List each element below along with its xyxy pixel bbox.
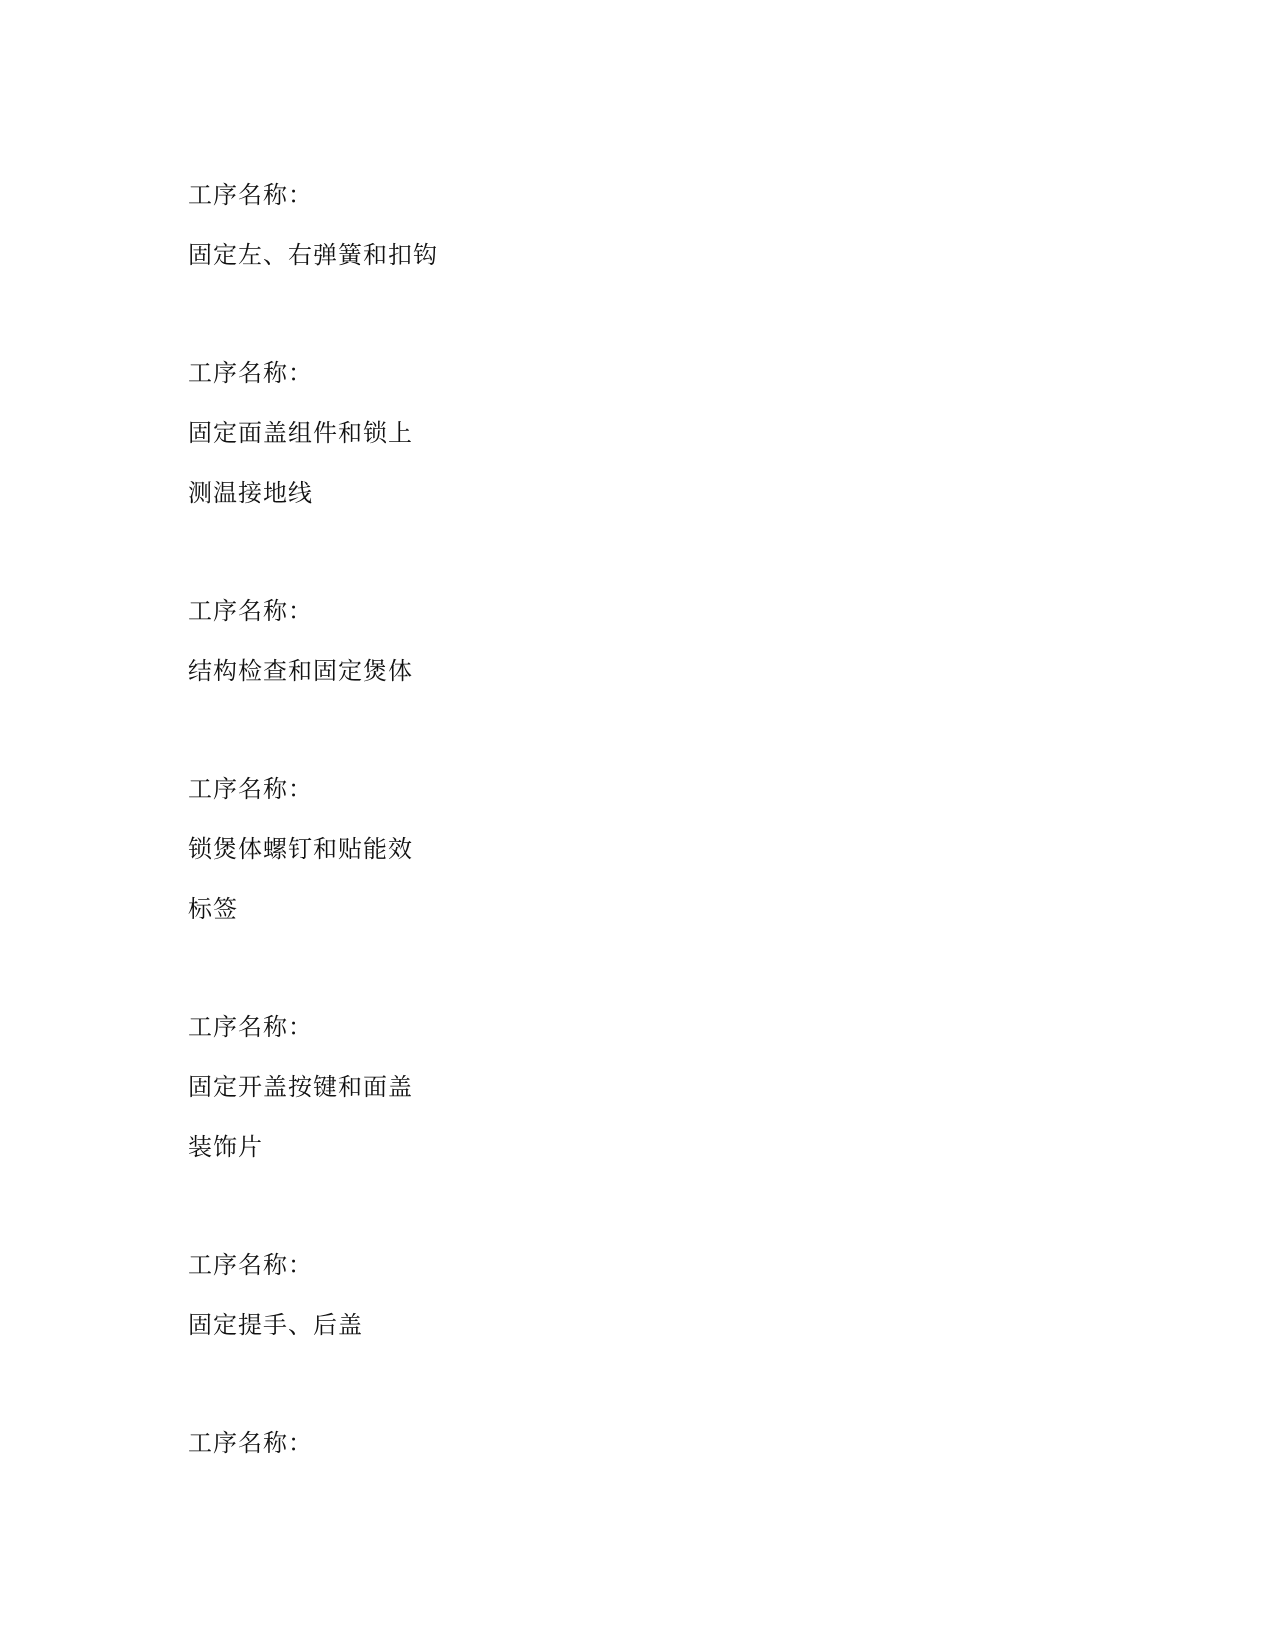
process-label: 工序名称： xyxy=(188,775,313,803)
process-name-line: 结构检查和固定煲体 xyxy=(188,657,413,685)
process-name-line: 锁煲体螺钉和贴能效 xyxy=(188,835,413,863)
process-label: 工序名称： xyxy=(188,181,313,209)
process-name-line: 固定提手、后盖 xyxy=(188,1311,363,1339)
process-name-line: 固定左、右弹簧和扣钩 xyxy=(188,241,438,269)
process-name-line: 测温接地线 xyxy=(188,479,313,507)
process-name-line: 固定开盖按键和面盖 xyxy=(188,1073,413,1101)
process-name-line: 固定面盖组件和锁上 xyxy=(188,419,413,447)
process-label: 工序名称： xyxy=(188,359,313,387)
process-name-line: 标签 xyxy=(188,895,238,923)
process-label: 工序名称： xyxy=(188,1013,313,1041)
process-name-line: 装饰片 xyxy=(188,1133,263,1161)
process-label: 工序名称： xyxy=(188,1429,313,1457)
process-label: 工序名称： xyxy=(188,1251,313,1279)
process-label: 工序名称： xyxy=(188,597,313,625)
